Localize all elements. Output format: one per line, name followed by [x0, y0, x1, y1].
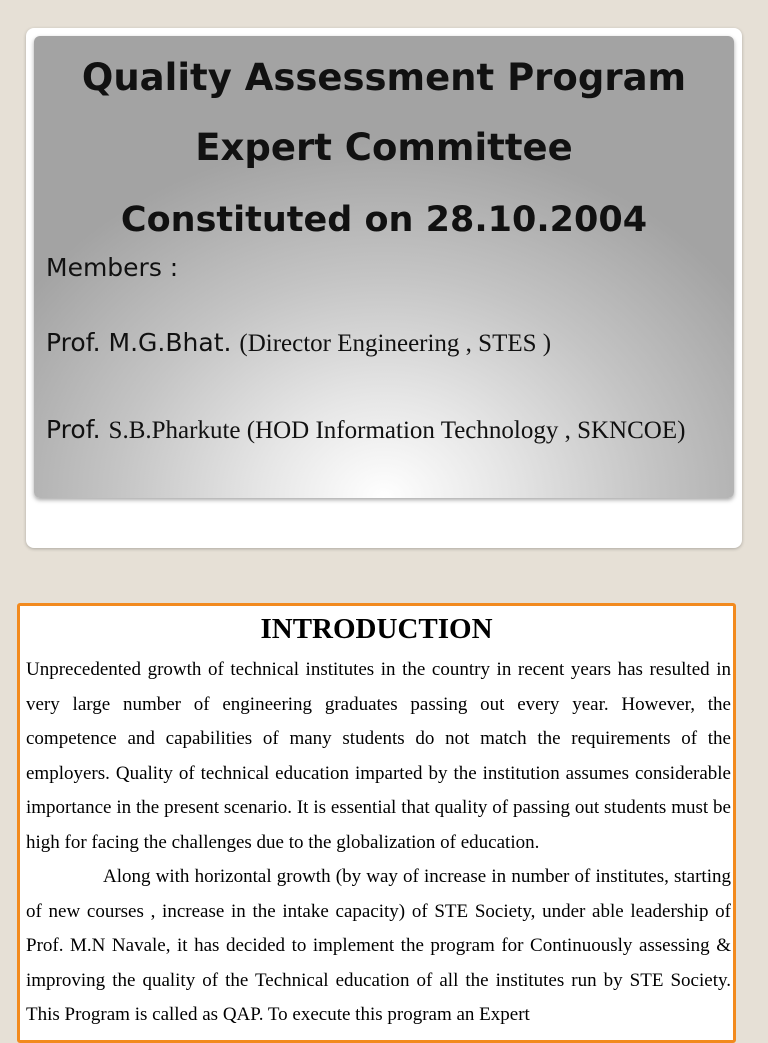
slide-panel: [34, 36, 734, 498]
member-title: Prof.: [46, 415, 109, 444]
introduction-paragraph-1: Unprecedented growth of technical institutes in the country in recent years has resulted in very large number of engineering graduates passing out every year. However, the competence and capabilities of many students do not match the requirements of the employers. Quality of technical education imparted by the institution assumes considerable importance in the present scenario. It is essential that quality of passing out students must be high for facing the challenges due to the globalization of education.: [26, 659, 731, 853]
member-item: [46, 415, 685, 445]
introduction-box: [17, 603, 736, 1043]
introduction-paragraph-2: Along with horizontal growth (by way of increase in number of institutes, starting of new courses , increase in the intake capacity) of STE Society, under able leadership of Prof. M.N Navale, it has decided to implement the program for Continuously assessing & improving the quality of the Technical education of all the institutes run by STE Society. This Program is called as QAP. To execute this program an Expert: [26, 866, 731, 1025]
members-label: Members :: [46, 253, 179, 282]
slide-title-line-2: Expert Committee: [195, 126, 573, 169]
slide-subtitle-date: Constituted on 28.10.2004: [120, 200, 648, 240]
member-item: [46, 328, 551, 358]
member-role: (Director Engineering , STES ): [239, 330, 552, 357]
slide-card: [26, 28, 742, 548]
introduction-heading: INTRODUCTION: [260, 613, 493, 645]
member-name: Prof. M.G.Bhat.: [46, 328, 240, 357]
member-name-role: S.B.Pharkute (HOD Information Technology , SKNCOE): [108, 417, 686, 444]
slide-title-line-1: Quality Assessment Program: [81, 56, 687, 99]
